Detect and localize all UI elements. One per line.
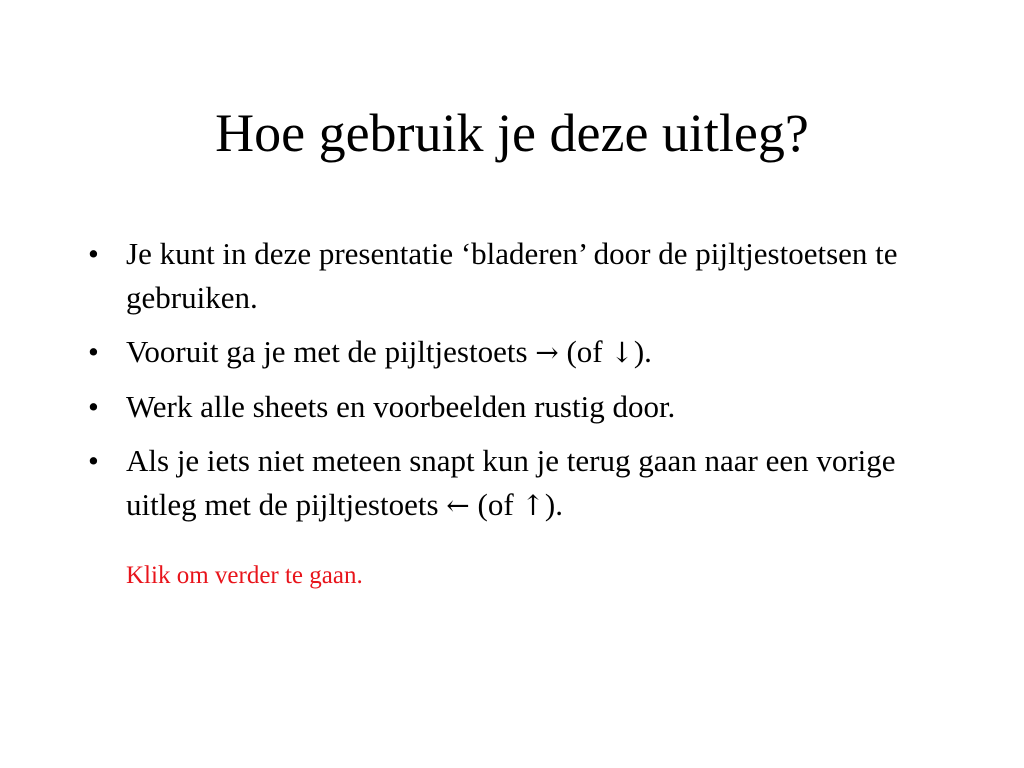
- bullet-glyph: •: [88, 236, 99, 271]
- bullet-item-2: [84, 330, 964, 375]
- arrow-down-icon: ↓: [610, 336, 634, 369]
- bullet-glyph: •: [88, 443, 99, 478]
- bullet-text: Werk alle sheets en voorbeelden rustig door.: [126, 389, 676, 424]
- arrow-right-icon: →: [535, 336, 559, 369]
- bullet-text: ).: [544, 487, 563, 522]
- bullet-text: ).: [633, 334, 652, 369]
- slide-title: Hoe gebruik je deze uitleg?: [215, 103, 809, 163]
- bullet-text: (of: [558, 334, 611, 369]
- arrow-left-icon: ←: [446, 489, 470, 522]
- continue-hint[interactable]: Klik om verder te gaan.: [126, 562, 363, 589]
- bullet-text: Vooruit ga je met de pijltjestoets: [126, 334, 536, 369]
- bullet-item-4: [84, 439, 964, 528]
- bullet-glyph: •: [88, 389, 99, 424]
- bullet-glyph: •: [88, 334, 99, 369]
- bullet-text: Als je iets niet meteen snapt kun je terug gaan naar een vorige uitleg met de pijltjestoets: [126, 443, 896, 522]
- bullet-item-1: [84, 232, 964, 320]
- bullet-item-3: [84, 385, 964, 429]
- arrow-up-icon: ↑: [521, 489, 545, 522]
- bullet-list: [84, 232, 964, 538]
- bullet-text: (of: [469, 487, 522, 522]
- bullet-text: Je kunt in deze presentatie ‘bladeren’ door de pijltjestoetsen te gebruiken.: [126, 236, 898, 315]
